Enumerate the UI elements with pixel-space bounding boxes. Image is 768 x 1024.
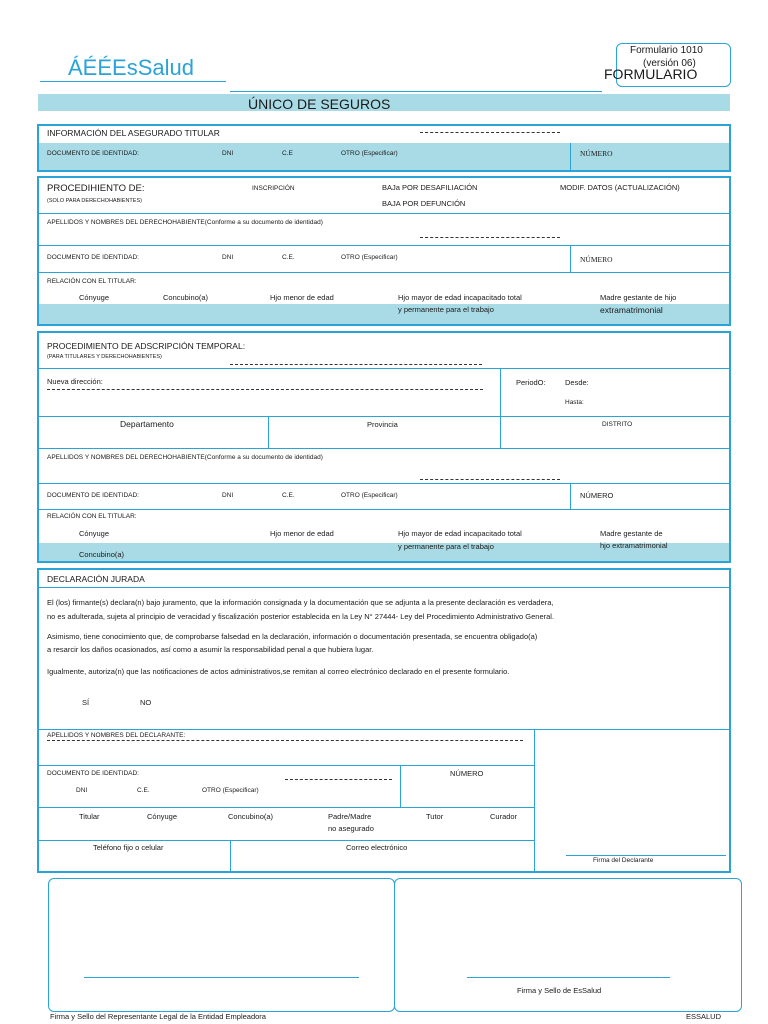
no-option[interactable]: NO — [140, 698, 152, 707]
section4-heading: DECLARACIÓN JURADA — [47, 574, 145, 584]
otro-option[interactable]: OTRO (Especificar) — [341, 254, 398, 261]
hasta-label: Hasta: — [565, 399, 584, 406]
form-version: (versión 06) — [643, 58, 696, 69]
section2-divider — [570, 245, 571, 272]
doc-identidad-label: DOCUMENTO DE IDENTIDAD: — [47, 492, 139, 499]
relacion-titular-label: RELACIÓN CON EL TITULAR: — [47, 278, 137, 285]
telefono-label: Teléfono fijo o celular — [93, 843, 164, 852]
section3-divider-periodo — [500, 368, 501, 448]
ce-option[interactable]: C.E. — [282, 254, 295, 261]
section2-subheading: (SOLO PARA DERECHOHABIENTES) — [47, 198, 142, 204]
numero-label: NÚMERO — [580, 255, 613, 264]
declaracion-p2-l1: Asimismo, tiene conocimiento que, de comprobarse falsedad en la declaración, información o documentación presentada, se encuentra obligado(a) — [47, 632, 538, 641]
section3-dashline-top — [230, 364, 482, 365]
doc-identidad-label: DOCUMENTO DE IDENTIDAD: — [47, 150, 139, 157]
section3-rule-1 — [39, 368, 729, 369]
declaracion-p1-l1: El (los) firmante(s) declara(n) bajo juramento, que la información consignada y la documentación que se adjunta a la presente declaración es verdadera, — [47, 598, 554, 607]
doc-identidad-label: DOCUMENTO DE IDENTIDAD: — [47, 770, 139, 777]
section1-dashline — [420, 132, 560, 133]
section4-rule-2 — [39, 765, 534, 766]
ce-option[interactable]: C.E. — [282, 492, 295, 499]
concubino-option[interactable]: Concubino(a) — [163, 293, 209, 302]
conyuge-option[interactable]: Cónyuge — [79, 293, 110, 302]
section3-rule-3 — [39, 448, 729, 449]
section3-heading: PROCEDIMIENTO DE ADSCRIPCIÓN TEMPORAL: — [47, 341, 246, 351]
si-option[interactable]: SÍ — [82, 698, 90, 707]
numero-label: NÚMERO — [580, 149, 613, 158]
section2-rule-2 — [39, 245, 729, 246]
periodo-label: PeriodO: — [516, 378, 546, 387]
madre-gestante-option-line2: extramatrimonial — [600, 305, 663, 315]
declaracion-p3: Igualmente, autoriza(n) que las notificaciones de actos administrativos,se remitan al correo electrónico declarado en el presente formulario. — [47, 667, 510, 676]
section3-rule-5 — [39, 509, 729, 510]
section2-dashline — [420, 237, 560, 238]
section1-heading: INFORMACIÓN DEL ASEGURADO TITULAR — [47, 128, 220, 138]
logo-underline — [40, 81, 226, 82]
page-title: ÚNICO DE SEGUROS — [248, 96, 391, 112]
section4-divider-firma — [534, 729, 535, 871]
padre-madre-option[interactable]: Padre/Madre — [328, 812, 372, 821]
dni-option[interactable]: DNI — [222, 150, 234, 157]
hijo-menor-option[interactable]: Hjo menor de edad — [270, 529, 334, 538]
section4-rule-4 — [39, 840, 534, 841]
distrito-label: DISTRITO — [602, 421, 633, 428]
section4-rule-1 — [39, 729, 729, 730]
tutor-option[interactable]: Tutor — [426, 812, 444, 821]
declaracion-p1-l2: no es adulterada, sujeta al principio de veracidad y fiscalización posterior establecida en la Ley N° 27444- Ley del Procedimiento Administrativo General. — [47, 612, 555, 621]
apellidos-declarante-line — [47, 740, 523, 741]
hijo-mayor-option[interactable]: Hjo mayor de edad incapacitado total — [398, 293, 522, 302]
logo-text: ÁÉÉEsSalud — [68, 55, 194, 80]
section4-rule-3 — [39, 807, 534, 808]
section1-divider — [570, 143, 571, 170]
inscripcion-option[interactable]: INSCRIPCIÓN — [252, 185, 295, 192]
hijo-mayor-option[interactable]: Hjo mayor de edad incapacitado total — [398, 529, 522, 538]
firma-representante-line — [84, 977, 359, 978]
madre-gestante-option[interactable]: Madre gestante de hijo — [600, 293, 677, 302]
dni-option[interactable]: DNI — [76, 787, 88, 794]
departamento-label: Departamento — [120, 419, 174, 429]
otro-option[interactable]: OTRO (Especificar) — [341, 492, 398, 499]
concubino-option[interactable]: Concubino(a) — [79, 550, 125, 559]
declaracion-p2-l2: a resarcir los daños ocasionados, así como a asumir la responsabilidad penal a que hubiera lugar. — [47, 645, 374, 654]
section4-divider-correo — [230, 840, 231, 871]
baja-defuncion-option[interactable]: BAJA POR DEFUNCIÓN — [382, 199, 466, 208]
dni-option[interactable]: DNI — [222, 254, 234, 261]
relacion-titular-label: RELACIÓN CON EL TITULAR: — [47, 513, 137, 520]
section3-dashline-apellidos — [420, 479, 560, 480]
form-number: Formulario 1010 — [630, 45, 703, 56]
ce-option[interactable]: C.E — [282, 150, 293, 157]
hijo-menor-option[interactable]: Hjo menor de edad — [270, 293, 334, 302]
desde-label: Desde: — [565, 378, 589, 387]
firma-declarante-line — [566, 855, 726, 856]
firma-declarante-label: Firma del Declarante — [593, 857, 654, 864]
apellidos-derechohabiente-label: APELLIDOS Y NOMBRES DEL DERECHOHABIENTE(Conforme a su documento de identidad) — [47, 219, 323, 226]
padre-madre-option-line2: no asegurado — [328, 824, 374, 833]
numero-label: NÚMERO — [580, 491, 614, 500]
madre-gestante-option-line2: hjo extramatrimonial — [600, 541, 668, 550]
otro-option[interactable]: OTRO (Especificar) — [341, 150, 398, 157]
section3-rule-2 — [39, 416, 729, 417]
section2-rule-1 — [39, 213, 729, 214]
doc-identidad-label: DOCUMENTO DE IDENTIDAD: — [47, 254, 139, 261]
firma-representante-label: Firma y Sello del Representante Legal de la Entidad Empleadora — [50, 1012, 266, 1021]
provincia-label: Provincia — [367, 420, 398, 429]
concubino-option[interactable]: Concubino(a) — [228, 812, 274, 821]
section2-rule-3 — [39, 272, 729, 273]
otro-especificar-line — [285, 779, 392, 780]
correo-label: Correo electrónico — [346, 843, 408, 852]
section3-divider-numero — [570, 483, 571, 509]
section3-divider-provincia — [268, 416, 269, 448]
signature-box-left — [48, 878, 395, 1012]
otro-option[interactable]: OTRO (Especificar) — [202, 787, 259, 794]
apellidos-derechohabiente-label: APELLIDOS Y NOMBRES DEL DERECHOHABIENTE(Conforme a su documento de identidad) — [47, 454, 323, 461]
ce-option[interactable]: C.E. — [137, 787, 150, 794]
essalud-footer-label: ESSALUD — [686, 1012, 722, 1021]
apellidos-declarante-label: APELLIDOS Y NOMBRES DEL DECLARANTE: — [47, 732, 186, 739]
conyuge-option[interactable]: Cónyuge — [79, 529, 110, 538]
firma-essalud-line — [467, 977, 670, 978]
conyuge-option[interactable]: Cónyuge — [147, 812, 178, 821]
madre-gestante-option[interactable]: Madre gestante de — [600, 529, 663, 538]
hijo-mayor-option-line2: y permanente para el trabajo — [398, 542, 494, 551]
section4-divider-numero — [400, 765, 401, 807]
section4-rule-heading — [39, 587, 729, 588]
baja-desafiliacion-option[interactable]: BAJa POR DESAFILIACIÓN — [382, 183, 478, 192]
section3-rule-4 — [39, 483, 729, 484]
dni-option[interactable]: DNI — [222, 492, 234, 499]
section3-subheading: (PARA TITULARES Y DERECHOHABIENTES) — [47, 354, 162, 360]
nueva-direccion-label: Nueva dirección: — [47, 377, 103, 386]
nueva-direccion-line — [47, 389, 483, 390]
modif-datos-option[interactable]: MODIF. DATOS (ACTUALIZACIÓN) — [560, 183, 680, 192]
titular-option[interactable]: Titular — [79, 812, 100, 821]
formulario-label: FORMULARIO — [604, 66, 698, 82]
numero-label: NÚMERO — [450, 769, 484, 778]
curador-option[interactable]: Curador — [490, 812, 518, 821]
header-rule — [230, 91, 602, 92]
firma-essalud-label: Firma y Sello de EsSalud — [517, 986, 602, 995]
hijo-mayor-option-line2: y permanente para el trabajo — [398, 305, 494, 314]
section2-heading: PROCEDIHIENTO DE: — [47, 183, 145, 194]
